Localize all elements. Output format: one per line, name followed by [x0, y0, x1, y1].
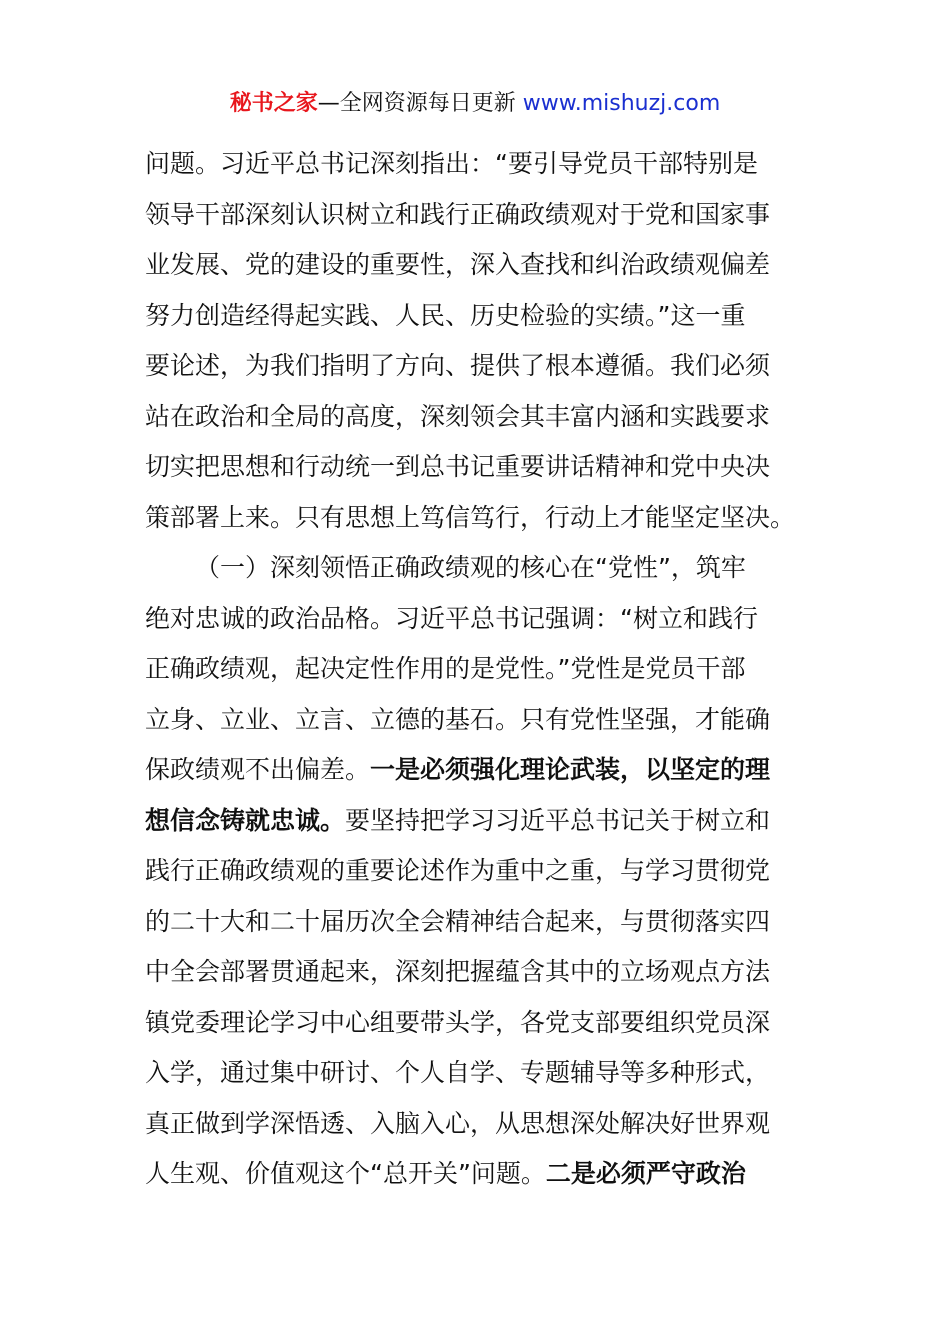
text-line: 问题。习近平总书记深刻指出：“要引导党员干部特别是 — [145, 149, 758, 178]
text-line: 业发展、党的建设的重要性，深入查找和纠治政绩观偏差 — [145, 250, 771, 279]
text-line: 努力创造经得起实践、人民、历史检验的实绩。”这一重 — [145, 300, 746, 330]
bold-emphasis: 想信念铸就忠诚。 — [145, 805, 346, 835]
header-tagline: —全网资源每日更新 — [317, 91, 523, 116]
brand-name: 秘书之家 — [229, 91, 318, 116]
bold-emphasis: 一是必须强化理论武装，以坚定的理 — [370, 755, 771, 784]
text-line: 策部署上来。只有思想上笃信笃行，行动上才能坚定坚决。 — [145, 502, 796, 532]
text-line: 的二十大和二十届历次全会精神结合起来，与贯彻落实四 — [145, 906, 771, 936]
text-line: 镇党委理论学习中心组要带头学，各党支部要组织党员深 — [145, 1007, 771, 1037]
text-line: 领导干部深刻认识树立和践行正确政绩观对于党和国家事 — [145, 199, 771, 229]
section-heading-line: （一）深刻领悟正确政绩观的核心在“党性”，筑牢 — [195, 553, 746, 582]
site-url-link[interactable]: www.mishuzj.com — [522, 91, 721, 116]
text-line: 真正做到学深悟透、入脑入心，从思想深处解决好世界观 — [145, 1108, 771, 1138]
text-line: 想信念铸就忠诚。要坚持把学习习近平总书记关于树立和 — [145, 805, 771, 835]
watermark-header — [0, 86, 950, 122]
text-line: 立身、立业、立言、立德的基石。只有党性坚强，才能确 — [145, 704, 771, 734]
text-line: 正确政绩观，起决定性作用的是党性。”党性是党员干部 — [145, 654, 746, 683]
text-line: 践行正确政绩观的重要论述作为重中之重，与学习贯彻党 — [145, 856, 771, 885]
text-line: 切实把思想和行动统一到总书记重要讲话精神和党中央决 — [145, 452, 771, 481]
text-line: 中全会部署贯通起来，深刻把握蕴含其中的立场观点方法 — [145, 957, 771, 986]
text-line: 保政绩观不出偏差。一是必须强化理论武装，以坚定的理 — [145, 755, 771, 784]
text-line: 入学，通过集中研讨、个人自学、专题辅导等多种形式， — [145, 1058, 771, 1087]
bold-emphasis: 二是必须严守政治 — [545, 1159, 746, 1188]
text-line: 要论述，为我们指明了方向、提供了根本遵循。我们必须 — [145, 351, 771, 380]
text-line: 人生观、价值观这个“总开关”问题。二是必须严守政治 — [145, 1159, 746, 1188]
text-line: 站在政治和全局的高度，深刻领会其丰富内涵和实践要求 — [145, 401, 771, 431]
document-body — [145, 146, 810, 1207]
text-line: 绝对忠诚的政治品格。习近平总书记强调：“树立和践行 — [145, 603, 758, 633]
